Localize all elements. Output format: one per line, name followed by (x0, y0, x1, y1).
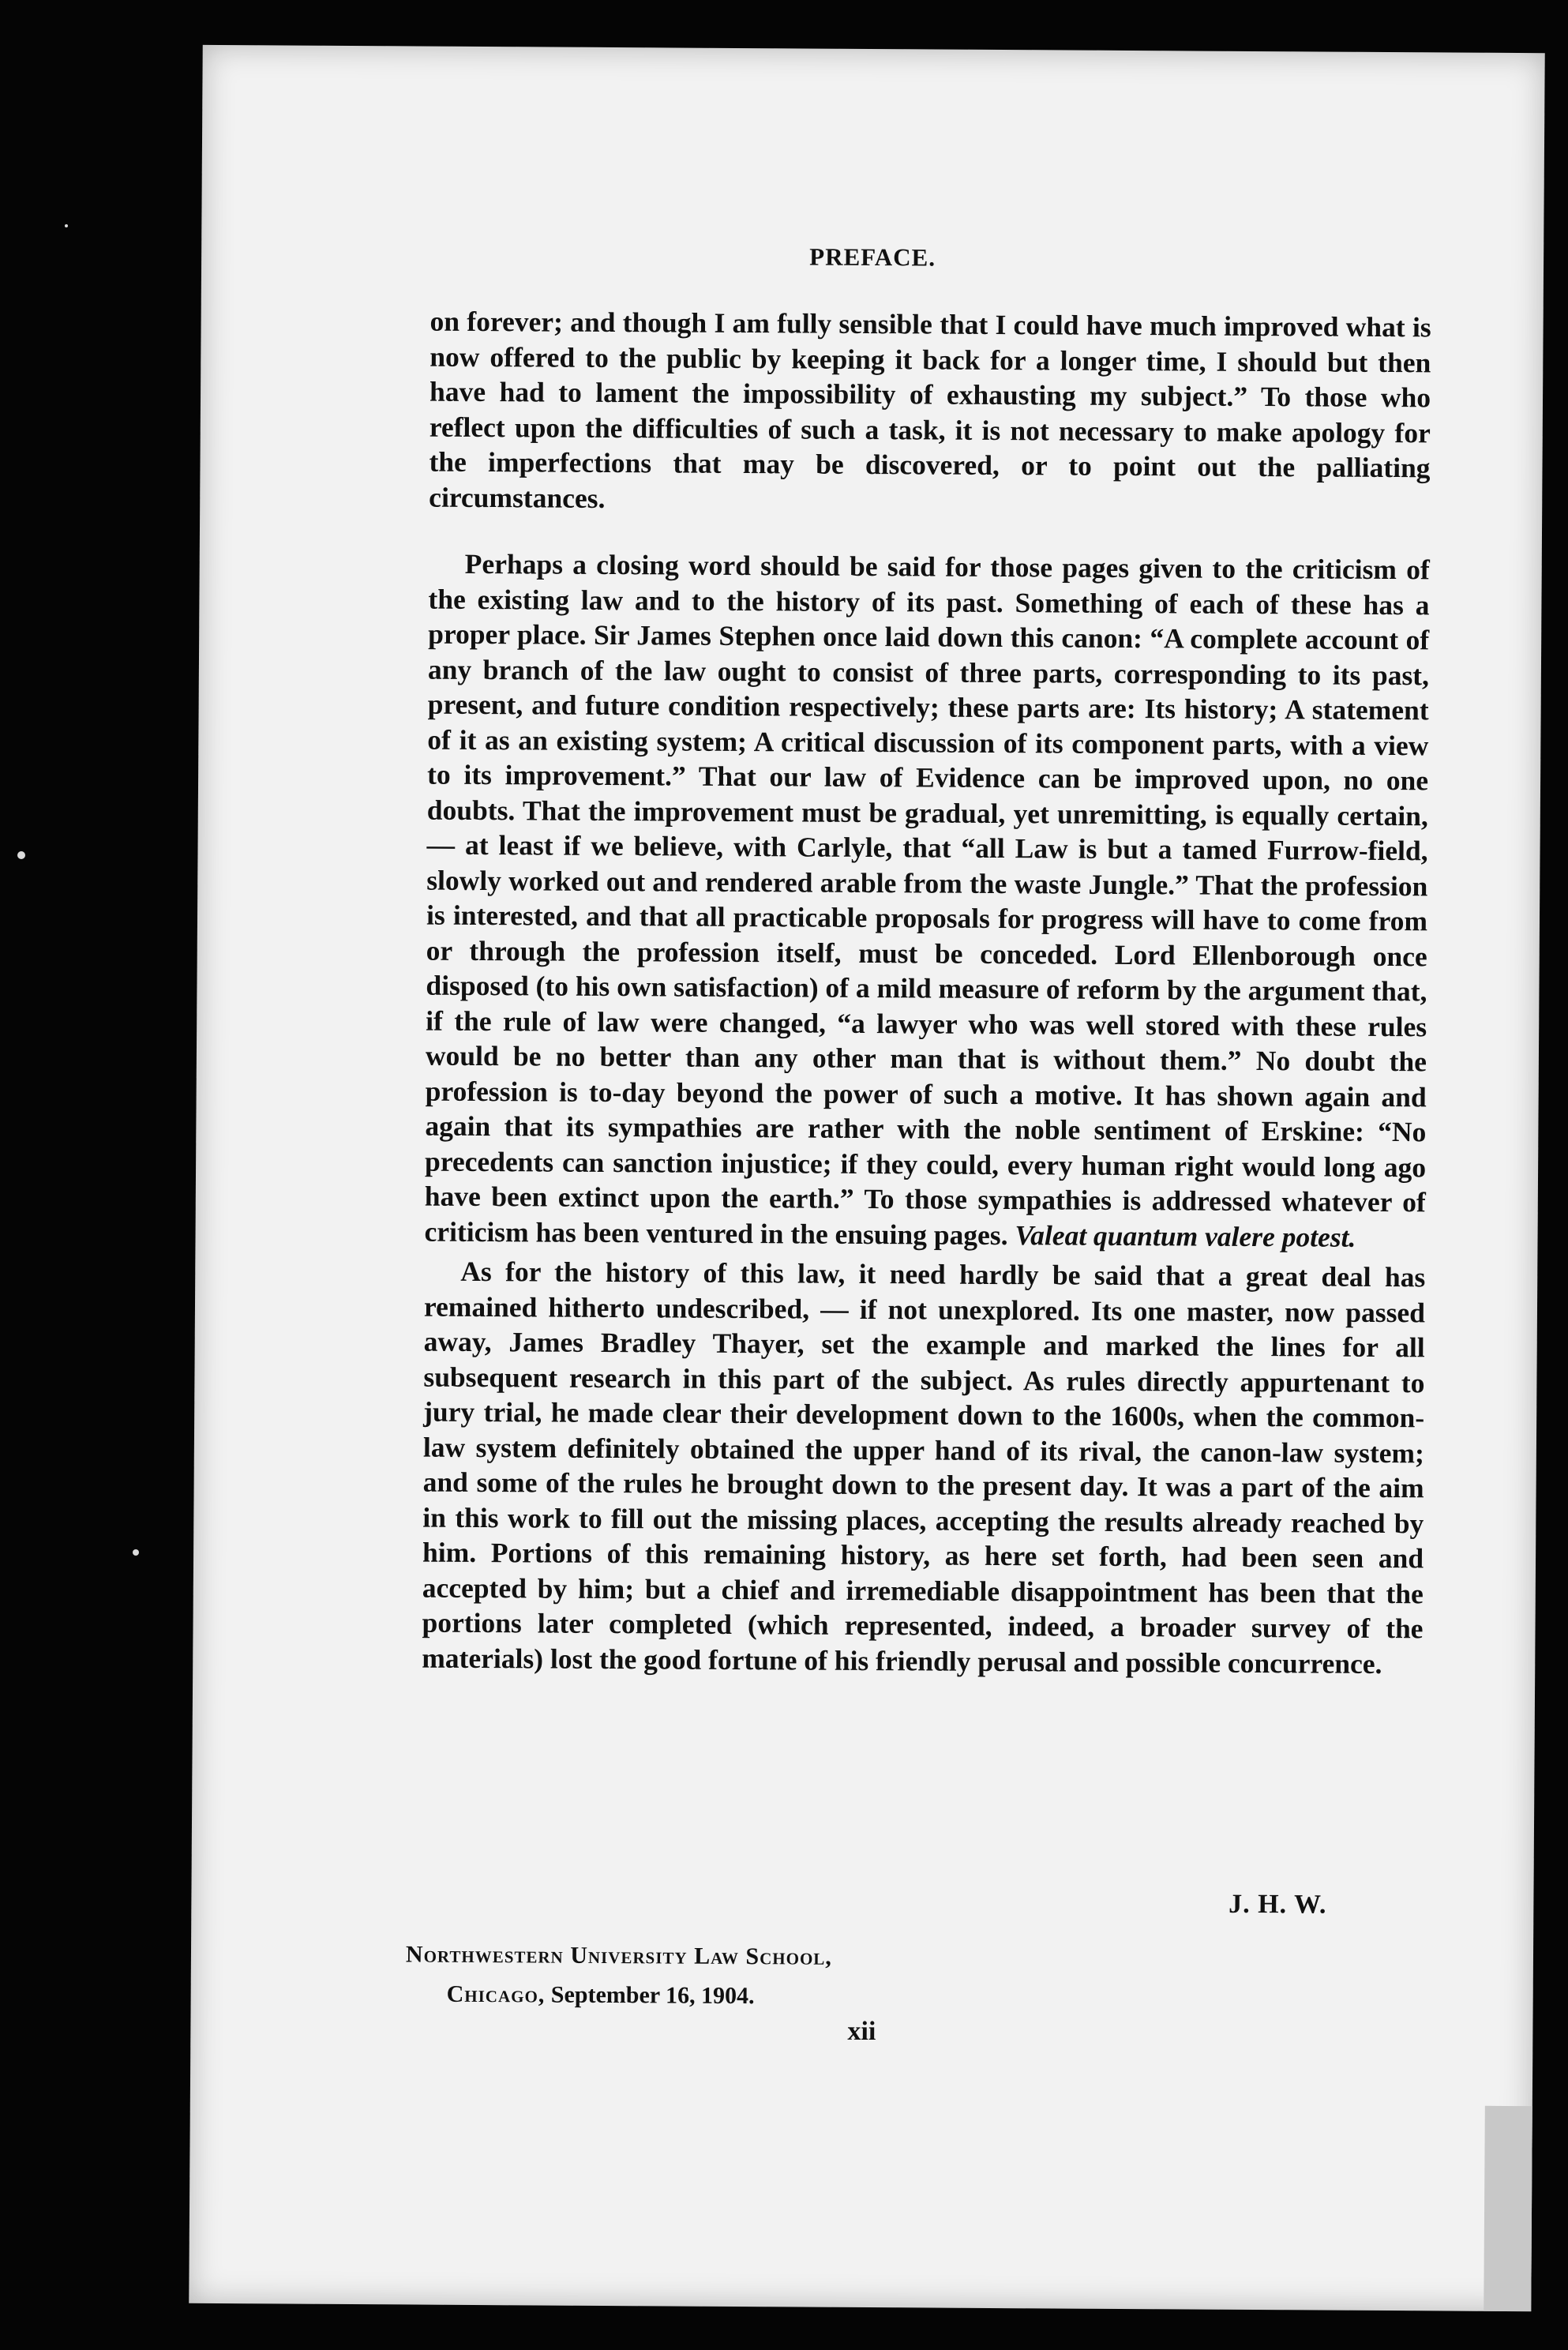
city-name: Chicago, (446, 1980, 546, 2008)
page-edge-shadow (1484, 2106, 1532, 2311)
author-initials: J. H. W. (1229, 1889, 1327, 1920)
date: September 16, 1904. (550, 1981, 755, 2010)
scan-speck (17, 851, 25, 859)
institution-line: Northwestern University Law School, (405, 1941, 832, 1970)
body-text (422, 304, 1431, 1682)
page-number: xii (847, 2016, 876, 2047)
paragraph-continued: on forever; and though I am fully sensible that I could have much improved what is now offered to the public by keeping it back for a longer time, I should but then have had to lament the impossibility of exhausting my subject.” To those who reflect upon the difficulties of such a task, it is not necessary to make apology for the imperfections that may be discovered, or to point out the palliating circumstances. (429, 305, 1431, 514)
running-head: PREFACE. (809, 242, 936, 272)
paragraph-criticism-text: Perhaps a closing word should be said for those pages given to the criticism of the existing law and to the history of its past. Something of each of these has a proper place. Sir James Stephen once laid down this canon: “A complete account of any branch of the law ought to consist of three parts, corresponding to its past, present, and future condition respectively; these parts are: Its history; A statement of it as an existing system; A critical discussion of its component parts, with a view to its improvement.” That our law of Evidence can be improved upon, no one doubts. That the improvement must be gradual, yet unremitting, is equally certain, — at least if we believe, with Carlyle, that “all Law is but a tamed Furrow-field, slowly worked out and rendered arable from the waste Jungle.” That the profession is interested, and that all practicable proposals for progress will have to come from or through the profession itself, must be conceded. Lord Ellenborough once disposed (to his own satisfaction) of a mild measure of reform by the argument that, if the rule of law were changed, “a lawyer who was well stored with these rules would be no better than any other man that is without them.” No doubt the profession is to-day beyond the power of such a motive. It has shown again and again that its sympathies are rather with the noble sentiment of Erskine: “No precedents can sanction injustice; if they could, every human right would long ago have been extinct upon the earth.” To those sympathies is addressed whatever of criticism has been ventured in the ensuing pages. (424, 547, 1430, 1251)
book-page (189, 45, 1544, 2311)
paragraph-criticism (424, 546, 1429, 1256)
scan-speck (133, 1549, 139, 1556)
latin-phrase: Valeat quantum valere potest. (1015, 1218, 1356, 1253)
place-and-date (406, 1935, 832, 2016)
paragraph-history: As for the history of this law, it need hardly be said that a great deal has remained hitherto undescribed, — if not unexplored. Its one master, now passed away, James Bradley Thayer, set the example and marked the lines for all subsequent research in this part of the subject. As rules directly appurtenant to jury trial, he made clear their development down to the 1600s, when the common-law system definitely obtained the upper hand of its rival, the canon-law system; and some of the rules he brought down to the present day. It was a part of the aim in this work to fill out the missing places, accepting the results already reached by him. Portions of this remaining history, as here set forth, had been seen and accepted by him; but a chief and irremediable disappointment has been that the portions later completed (which represented, indeed, a broader survey of the materials) lost the good fortune of his friendly perusal and possible concurrence. (422, 1255, 1426, 1680)
scan-speck (65, 224, 68, 227)
city-date-line (406, 1974, 832, 2016)
